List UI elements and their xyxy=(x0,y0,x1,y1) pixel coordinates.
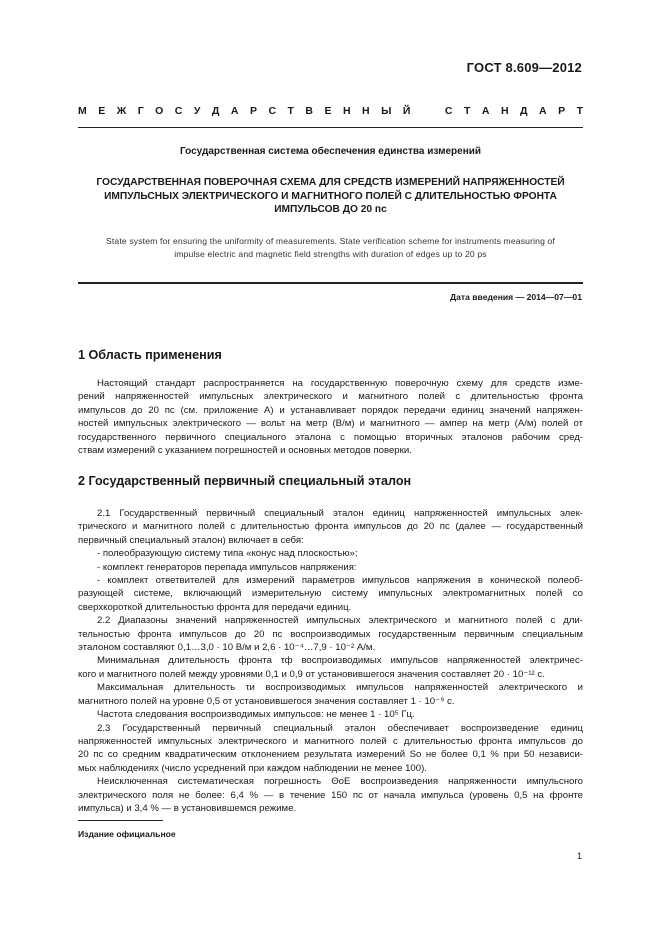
text-line: импульса) и 3,4 % — в установившемся режиме. xyxy=(78,802,297,814)
text-line: тельностью фронта импульсов до 20 пс воспроизводимых государственным первичным специальным xyxy=(78,628,583,640)
text-line: трического и магнитного полей с длительностью фронта импульсов до 20 пс (далее — государственный xyxy=(78,521,583,533)
effective-date: Дата введения — 2014—07—01 xyxy=(449,292,582,302)
text-line: 2.2 Диапазоны значений напряженностей импульсных электрического и магнитного полей с дли- xyxy=(97,615,583,627)
text-line: 20 пс со средним квадратическим отклонением результата измерений Sо не более 0,1 % при 50 независи- xyxy=(78,749,583,761)
text-line: 2.3 Государственный первичный специальный эталон обеспечивает воспроизведение единиц xyxy=(97,722,583,734)
text-line: первичный специальный эталон) включает в себя: xyxy=(78,534,304,546)
standard-type-text: М Е Ж Г О С У Д А Р С Т В Е Н Н Ы Й С Т А Н Д А Р Т xyxy=(78,105,583,117)
english-title-line: State system for ensuring the uniformity of measurements. State verification scheme for instruments measuring of xyxy=(105,236,556,246)
header-divider xyxy=(78,127,583,128)
text-line: импульсов до 20 пс (см. приложение А) и устанавливает порядок передачи единиц значений напряжен- xyxy=(78,404,583,416)
text-line: Частота следования воспроизводимых импульсов: не менее 1 · 10⁵ Гц. xyxy=(97,709,415,721)
title-divider xyxy=(78,282,583,284)
section-1-body xyxy=(78,377,583,457)
text-line: ностей импульсных электрического — вольт на метр (В/м) и магнитного — ампер на метр (А/м) полей от xyxy=(78,418,583,430)
text-line: кого и магнитного полей между уровнями 0,1 и 0,9 от установившегося значения составляет 20 · 10⁻¹² с. xyxy=(78,668,545,680)
text-line: разующей системе, включающий измерительную систему импульсных электромагнитных полей со xyxy=(78,588,583,600)
text-line: - полеобразующую систему типа «конус над плоскостью»; xyxy=(97,548,358,560)
page-number: 1 xyxy=(576,851,582,861)
standard-code: ГОСТ 8.609—2012 xyxy=(466,60,582,75)
text-line: мых наблюдениях (число усреднений при каждом наблюдении не менее 100). xyxy=(78,762,427,774)
document-title xyxy=(78,176,583,217)
english-title-line: impulse electric and magnetic field strengths with duration of edges up to 20 ps xyxy=(174,249,487,259)
text-line: Настоящий стандарт распространяется на государственную поверочную схему для средств изме- xyxy=(97,378,583,389)
title-line: ИМПУЛЬСНЫХ ЭЛЕКТРИЧЕСКОГО И МАГНИТНОГО ПОЛЕЙ С ДЛИТЕЛЬНОСТЬЮ ФРОНТА xyxy=(104,190,557,202)
text-line: государственного первичного специального эталона с помощью вторичных эталонов рабочим сред- xyxy=(78,431,583,443)
text-line: - комплект ответвителей для измерений параметров импульсов напряжения в конической полеоб- xyxy=(97,575,583,587)
text-line: электрического поля не более: 6,4 % — в течение 150 пс от начала импульса (уровень 0,5 на фронте xyxy=(78,789,583,801)
english-title xyxy=(78,235,583,261)
title-line: ГОСУДАРСТВЕННАЯ ПОВЕРОЧНАЯ СХЕМА ДЛЯ СРЕДСТВ ИЗМЕРЕНИЙ НАПРЯЖЕННОСТЕЙ xyxy=(96,177,565,188)
footnote-divider xyxy=(78,820,163,821)
section-2-body xyxy=(78,507,583,815)
official-edition-note: Издание официальное xyxy=(78,829,176,839)
text-line: - комплект генераторов перепада импульсов напряжения: xyxy=(97,561,357,573)
text-line: 2.1 Государственный первичный специальный эталон единиц напряженностей импульсных элек- xyxy=(97,508,583,519)
text-line: Минимальная длительность фронта τф воспроизводимых импульсов напряженностей электричес- xyxy=(97,655,583,667)
section-1-heading: 1 Область применения xyxy=(78,348,222,362)
text-line: Максимальная длительность τи воспроизводимых импульсов напряженностей электрического и xyxy=(97,682,583,694)
subsystem-title: Государственная система обеспечения единства измерений xyxy=(179,146,482,157)
text-line: эталоном составляют 0,1…3,0 · 10 В/м и 2,6 · 10⁻⁴…7,9 · 10⁻² А/м. xyxy=(78,642,376,654)
text-line: напряженностей импульсных электрического и магнитного полей с длительностью фронта импульсов до xyxy=(78,735,583,747)
text-line: ствам измерений с указанием погрешностей и основных методов поверки. xyxy=(78,445,412,457)
text-line: Неисключенная систематическая погрешность ΘоЕ воспроизведения напряженности импульсного xyxy=(97,776,583,788)
section-2-heading: 2 Государственный первичный специальный эталон xyxy=(78,474,412,488)
text-line: магнитного полей на уровне 0,5 от установившегося значения составляет 1 · 10⁻⁹ с. xyxy=(78,695,455,707)
standard-type-banner xyxy=(78,105,583,119)
text-line: сверхкороткой длительностью фронта для передачи единиц. xyxy=(78,601,352,613)
text-line: рений напряженностей импульсных электрического и магнитного полей с длительностью фронта xyxy=(78,391,583,403)
title-line: ИМПУЛЬСОВ ДО 20 пс xyxy=(274,204,387,215)
